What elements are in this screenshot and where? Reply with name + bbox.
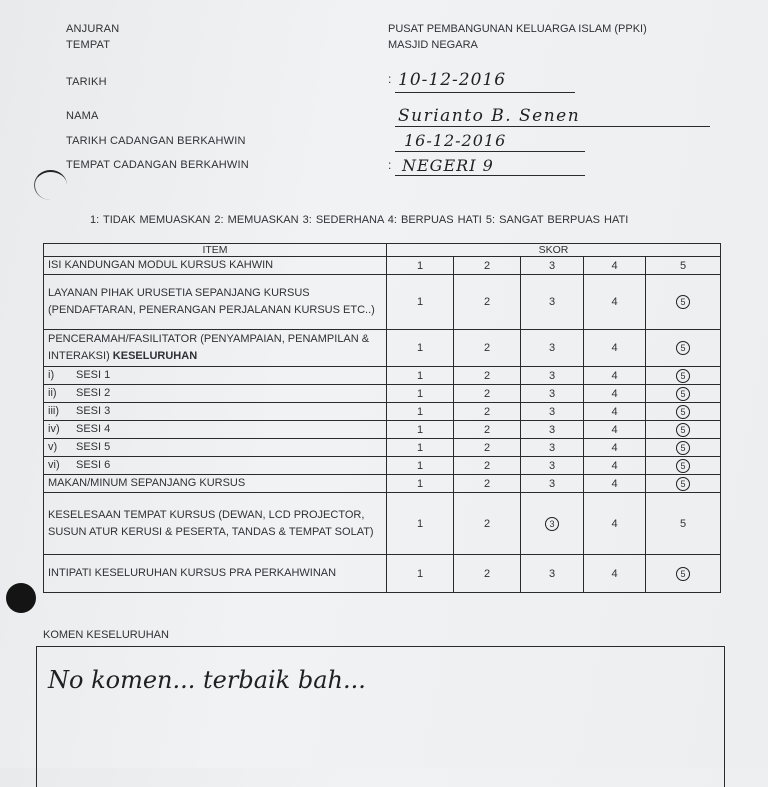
score-cell-4[interactable] (584, 421, 646, 439)
nama-underline (395, 126, 710, 127)
score-value: 3 (548, 441, 556, 454)
score-value: 1 (416, 387, 424, 400)
row-label-text: PENCERAMAH/FASILITATOR (PENYAMPAIAN, PENAMPILAN & INTERAKSI) (48, 333, 370, 362)
score-cell-5[interactable] (646, 367, 721, 385)
row-label-bold: KESELURUHAN (112, 350, 198, 362)
score-cell-2[interactable] (454, 275, 521, 330)
table-header-row (44, 244, 721, 257)
score-value: 4 (611, 369, 618, 382)
score-cell-3[interactable] (521, 555, 584, 593)
score-cell-3[interactable] (521, 421, 584, 439)
row-item-label (44, 403, 387, 421)
score-value: 3 (548, 567, 556, 580)
binder-hole-top (34, 170, 67, 200)
komen-label: KOMEN KESELURUHAN (43, 629, 169, 641)
score-cell-1[interactable] (387, 475, 454, 493)
score-cell-2[interactable] (454, 475, 521, 493)
score-cell-2[interactable] (454, 367, 521, 385)
anjuran-label: ANJURAN (66, 23, 120, 35)
score-value: 2 (483, 259, 491, 272)
score-value-circled: 5 (676, 459, 690, 473)
score-cell-2[interactable] (454, 457, 521, 475)
score-cell-1[interactable] (387, 421, 454, 439)
table-row (44, 493, 721, 555)
score-value-circled: 5 (676, 441, 690, 455)
score-value: 4 (611, 441, 618, 454)
table-row (44, 475, 721, 493)
score-cell-4[interactable] (584, 475, 646, 493)
score-value: 2 (483, 296, 491, 308)
score-value: 1 (416, 567, 424, 580)
row-item-label (44, 367, 387, 385)
score-cell-5[interactable] (646, 330, 721, 367)
score-cell-5[interactable] (646, 275, 721, 330)
score-cell-4[interactable] (584, 275, 646, 330)
row-label-text: MAKAN/MINUM SEPANJANG KURSUS (48, 477, 246, 489)
table-row (44, 439, 721, 457)
score-cell-3[interactable] (521, 367, 584, 385)
row-label-text: LAYANAN PIHAK URUSETIA SEPANJANG KURSUS (PENDAFTARAN, PENERANGAN PERJALANAN KURSUS ETC..) (48, 287, 375, 316)
item-header: ITEM (44, 244, 387, 257)
score-cell-4[interactable] (584, 457, 646, 475)
score-cell-2[interactable] (454, 493, 521, 555)
row-label-text: KESELESAAN TEMPAT KURSUS (DEWAN, LCD PROJECTOR, SUSUN ATUR KERUSI & PESERTA, TANDAS & TEMPAT SOLAT) (48, 508, 374, 538)
row-item-label (44, 555, 387, 593)
score-value-circled: 3 (545, 517, 559, 531)
tempat-label: TEMPAT (66, 39, 111, 51)
score-cell-5[interactable] (646, 257, 721, 275)
row-item-label (44, 275, 387, 330)
score-value: 1 (416, 477, 424, 490)
score-value: 2 (483, 567, 491, 580)
score-value: 3 (548, 387, 556, 400)
table-row (44, 367, 721, 385)
score-cell-5[interactable] (646, 403, 721, 421)
tarikh-value: 10-12-2016 (398, 70, 507, 90)
score-cell-4[interactable] (584, 330, 646, 367)
score-value: 3 (548, 369, 556, 382)
score-value: 2 (483, 387, 491, 400)
table-row (44, 403, 721, 421)
skor-header: SKOR (387, 244, 721, 257)
score-cell-1[interactable] (387, 457, 454, 475)
score-cell-3[interactable] (521, 475, 584, 493)
row-item-label (44, 421, 387, 439)
row-index: vi) (48, 459, 60, 471)
score-value: 2 (483, 517, 491, 530)
score-cell-5[interactable] (646, 457, 721, 475)
row-index: iv) (48, 423, 60, 435)
table-row (44, 385, 721, 403)
score-cell-1[interactable] (387, 257, 454, 275)
score-cell-5[interactable] (646, 475, 721, 493)
score-value: 2 (483, 342, 491, 354)
score-cell-3[interactable] (521, 330, 584, 367)
score-value-circled: 5 (676, 405, 690, 419)
score-cell-3[interactable] (521, 493, 584, 555)
score-value: 1 (416, 369, 424, 382)
score-cell-1[interactable] (387, 555, 454, 593)
tarikh-cadangan-value: 16-12-2016 (404, 131, 507, 150)
score-value: 1 (416, 296, 424, 308)
row-label-text: INTIPATI KESELURUHAN KURSUS PRA PERKAHWINAN (48, 567, 337, 579)
row-label-text: SESI 4 (76, 423, 111, 435)
row-label-text: ISI KANDUNGAN MODUL KURSUS KAHWIN (48, 259, 274, 271)
row-label-text: SESI 1 (76, 369, 111, 381)
score-value: 4 (611, 296, 618, 308)
score-cell-2[interactable] (454, 421, 521, 439)
score-cell-4[interactable] (584, 439, 646, 457)
score-value: 3 (548, 423, 556, 436)
score-value: 1 (416, 517, 424, 530)
tarikh-underline (395, 92, 575, 93)
score-cell-2[interactable] (454, 385, 521, 403)
score-cell-4[interactable] (584, 385, 646, 403)
row-label-text: SESI 3 (76, 405, 111, 417)
score-value: 2 (483, 459, 491, 472)
score-cell-2[interactable] (454, 257, 521, 275)
tempat-value: MASJID NEGARA (388, 39, 478, 51)
row-label-text: SESI 6 (76, 459, 111, 471)
nama-value: Surianto B. Senen (398, 106, 581, 126)
row-item-label (44, 330, 387, 367)
score-cell-1[interactable] (387, 439, 454, 457)
score-cell-4[interactable] (584, 555, 646, 593)
row-item-label (44, 257, 387, 275)
table-row (44, 257, 721, 275)
score-value: 3 (548, 405, 556, 418)
komen-value: No komen... terbaik bah... (48, 666, 366, 694)
tarikh-cadangan-label: TARIKH CADANGAN BERKAHWIN (66, 135, 246, 147)
table-row (44, 457, 721, 475)
score-value-circled: 5 (676, 567, 690, 581)
score-value: 3 (548, 342, 556, 354)
score-cell-3[interactable] (521, 257, 584, 275)
anjuran-value: PUSAT PEMBANGUNAN KELUARGA ISLAM (PPKI) (388, 23, 647, 35)
score-value: 1 (416, 441, 424, 454)
score-value: 4 (611, 477, 618, 490)
table-row (44, 555, 721, 593)
score-body (44, 257, 721, 593)
score-cell-1[interactable] (387, 385, 454, 403)
score-value: 4 (611, 459, 618, 472)
score-value: 4 (611, 387, 618, 400)
score-cell-4[interactable] (584, 493, 646, 555)
score-value: 1 (416, 423, 424, 436)
score-cell-5[interactable] (646, 421, 721, 439)
score-cell-1[interactable] (387, 367, 454, 385)
score-value-circled: 5 (676, 423, 690, 437)
score-value: 4 (611, 567, 618, 580)
score-value: 2 (483, 369, 491, 382)
score-cell-2[interactable] (454, 555, 521, 593)
tarikh-label: TARIKH (66, 76, 107, 88)
score-value: 4 (611, 342, 618, 354)
score-cell-5[interactable] (646, 385, 721, 403)
score-cell-2[interactable] (454, 330, 521, 367)
score-value: 1 (416, 259, 424, 272)
score-cell-2[interactable] (454, 403, 521, 421)
score-value: 2 (483, 405, 491, 418)
score-value-circled: 5 (676, 387, 690, 401)
row-index: iii) (48, 405, 59, 417)
score-value: 3 (548, 259, 556, 272)
nama-label: NAMA (66, 110, 99, 122)
row-index: i) (48, 369, 55, 381)
score-value: 1 (416, 405, 424, 418)
score-cell-5[interactable] (646, 555, 721, 593)
score-cell-3[interactable] (521, 275, 584, 330)
score-cell-1[interactable] (387, 403, 454, 421)
score-cell-2[interactable] (454, 439, 521, 457)
row-item-label (44, 475, 387, 493)
row-index: v) (48, 441, 58, 453)
score-value: 3 (548, 459, 556, 472)
table-row (44, 330, 721, 367)
score-value: 2 (483, 423, 491, 436)
score-cell-3[interactable] (521, 385, 584, 403)
row-label-text: SESI 2 (76, 387, 111, 399)
score-cell-4[interactable] (584, 367, 646, 385)
score-cell-5[interactable] (646, 439, 721, 457)
colon-mark-2: : (388, 158, 392, 172)
score-value: 4 (611, 423, 618, 436)
score-cell-1[interactable] (387, 275, 454, 330)
tempat-cadangan-value: NEGERI 9 (402, 156, 494, 175)
score-value: 4 (611, 517, 618, 530)
score-value: 3 (548, 296, 556, 308)
score-value-circled: 5 (676, 295, 690, 309)
score-value: 1 (416, 342, 424, 354)
row-index: ii) (48, 387, 57, 399)
score-value: 4 (611, 405, 618, 418)
tempat-cadangan-label: TEMPAT CADANGAN BERKAHWIN (66, 159, 249, 171)
table-row (44, 421, 721, 439)
score-legend: 1: TIDAK MEMUASKAN 2: MEMUASKAN 3: SEDERHANA 4: BERPUAS HATI 5: SANGAT BERPUAS HATI (90, 214, 629, 226)
row-item-label (44, 457, 387, 475)
score-value: 3 (548, 477, 556, 490)
row-label-text: SESI 5 (76, 441, 111, 453)
score-cell-3[interactable] (521, 439, 584, 457)
score-cell-5[interactable] (646, 493, 721, 555)
score-cell-4[interactable] (584, 403, 646, 421)
score-value: 2 (483, 477, 491, 490)
score-cell-1[interactable] (387, 493, 454, 555)
score-cell-3[interactable] (521, 403, 584, 421)
row-item-label (44, 439, 387, 457)
score-value: 5 (679, 259, 687, 272)
row-item-label (44, 385, 387, 403)
score-value-circled: 5 (676, 341, 690, 355)
binder-hole-bottom (6, 583, 36, 613)
score-value-circled: 5 (676, 369, 690, 383)
score-cell-3[interactable] (521, 457, 584, 475)
score-value: 4 (611, 259, 618, 272)
score-value-circled: 5 (676, 477, 690, 491)
score-value: 1 (416, 459, 424, 472)
score-value: 2 (483, 441, 491, 454)
score-cell-1[interactable] (387, 330, 454, 367)
row-item-label (44, 493, 387, 555)
score-value: 5 (679, 517, 687, 530)
colon-mark: : (388, 72, 392, 86)
table-row (44, 275, 721, 330)
tempat-cadangan-underline (395, 175, 585, 176)
score-cell-4[interactable] (584, 257, 646, 275)
score-table (43, 243, 721, 593)
tarikh-cadangan-underline (395, 151, 585, 152)
